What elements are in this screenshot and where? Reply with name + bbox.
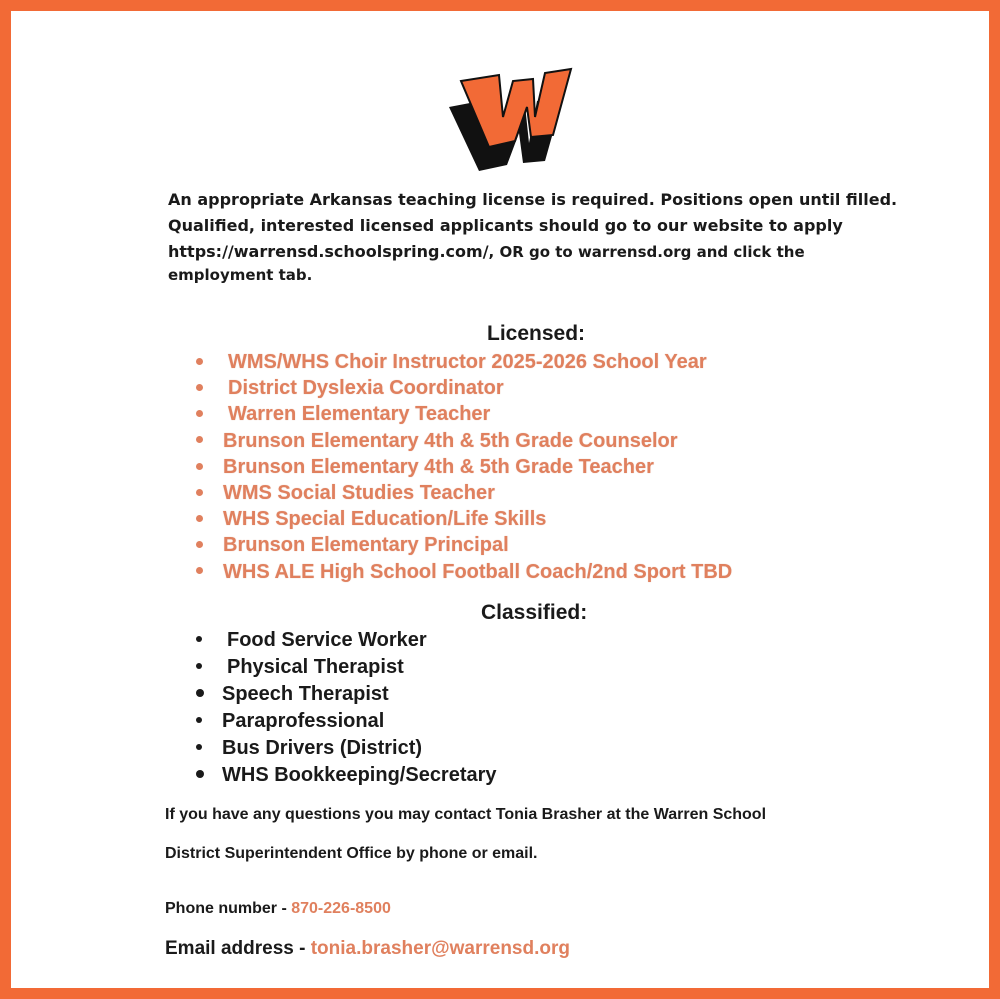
bullet-icon	[196, 717, 202, 723]
job-title: Paraprofessional	[222, 710, 385, 732]
list-item	[196, 506, 732, 532]
job-title: WHS ALE High School Football Coach/2nd Sport TBD	[223, 560, 733, 583]
bullet-icon	[196, 384, 203, 391]
bullet-icon	[196, 358, 203, 365]
contact-line-1: If you have any questions you may contact Tonia Brasher at the Warren School	[165, 806, 767, 823]
intro-line-4: employment tab.	[168, 266, 313, 284]
phone-number[interactable]: 870-226-8500	[291, 900, 391, 917]
job-title: Bus Drivers (District)	[222, 737, 423, 759]
list-item	[196, 654, 497, 681]
intro-line-1: An appropriate Arkansas teaching license is required. Positions open until filled.	[168, 190, 898, 209]
list-item	[196, 559, 732, 585]
list-item	[196, 708, 497, 735]
schoolspring-url[interactable]: https://warrensd.schoolspring.com/	[168, 242, 489, 261]
bullet-icon	[196, 515, 203, 522]
warren-w-logo	[447, 51, 577, 176]
job-title: Physical Therapist	[227, 656, 404, 678]
email-address[interactable]: tonia.brasher@warrensd.org	[310, 938, 570, 959]
intro-line-3	[168, 239, 888, 265]
bullet-icon	[196, 744, 202, 750]
bullet-icon	[196, 689, 204, 697]
list-item	[196, 681, 497, 708]
email-label: Email address -	[165, 938, 311, 959]
bullet-icon	[196, 636, 202, 642]
job-title: Speech Therapist	[222, 683, 389, 705]
intro-line-3-rest: , OR go to warrensd.org and click the	[488, 243, 805, 261]
list-item	[196, 401, 732, 427]
list-item	[196, 349, 732, 375]
list-item	[196, 762, 497, 789]
list-item	[196, 735, 497, 762]
job-title: Warren Elementary Teacher	[228, 403, 491, 426]
bullet-icon	[196, 436, 203, 443]
intro-line-2: Qualified, interested licensed applicants should go to our website to apply	[168, 216, 843, 235]
email-line	[165, 938, 570, 960]
job-title: WMS Social Studies Teacher	[223, 482, 495, 505]
classified-heading: Classified:	[481, 601, 588, 624]
bullet-icon	[196, 663, 202, 669]
list-item	[196, 454, 732, 480]
job-title: District Dyslexia Coordinator	[228, 377, 504, 400]
bullet-icon	[196, 567, 203, 574]
job-title: WMS/WHS Choir Instructor 2025-2026 School Year	[228, 351, 707, 373]
list-item	[196, 375, 732, 401]
list-item	[196, 627, 497, 654]
bullet-icon	[196, 770, 204, 778]
intro-text	[168, 187, 898, 285]
job-title: Brunson Elementary 4th & 5th Grade Counselor	[223, 429, 678, 452]
licensed-list	[196, 349, 732, 585]
job-title: WHS Bookkeeping/Secretary	[222, 764, 497, 786]
phone-line	[165, 900, 391, 918]
job-title: Brunson Elementary Principal	[223, 534, 509, 557]
classified-list	[196, 627, 497, 789]
bullet-icon	[196, 489, 203, 496]
contact-line-2: District Superintendent Office by phone or email.	[165, 845, 538, 862]
bullet-icon	[196, 463, 203, 470]
bullet-icon	[196, 410, 203, 417]
phone-label: Phone number -	[165, 900, 292, 917]
job-title: Brunson Elementary 4th & 5th Grade Teacher	[223, 455, 654, 478]
list-item	[196, 532, 732, 558]
list-item	[196, 428, 732, 454]
bullet-icon	[196, 541, 203, 548]
job-title: Food Service Worker	[227, 629, 427, 651]
licensed-heading: Licensed:	[487, 322, 586, 345]
list-item	[196, 480, 732, 506]
job-title: WHS Special Education/Life Skills	[223, 508, 547, 531]
